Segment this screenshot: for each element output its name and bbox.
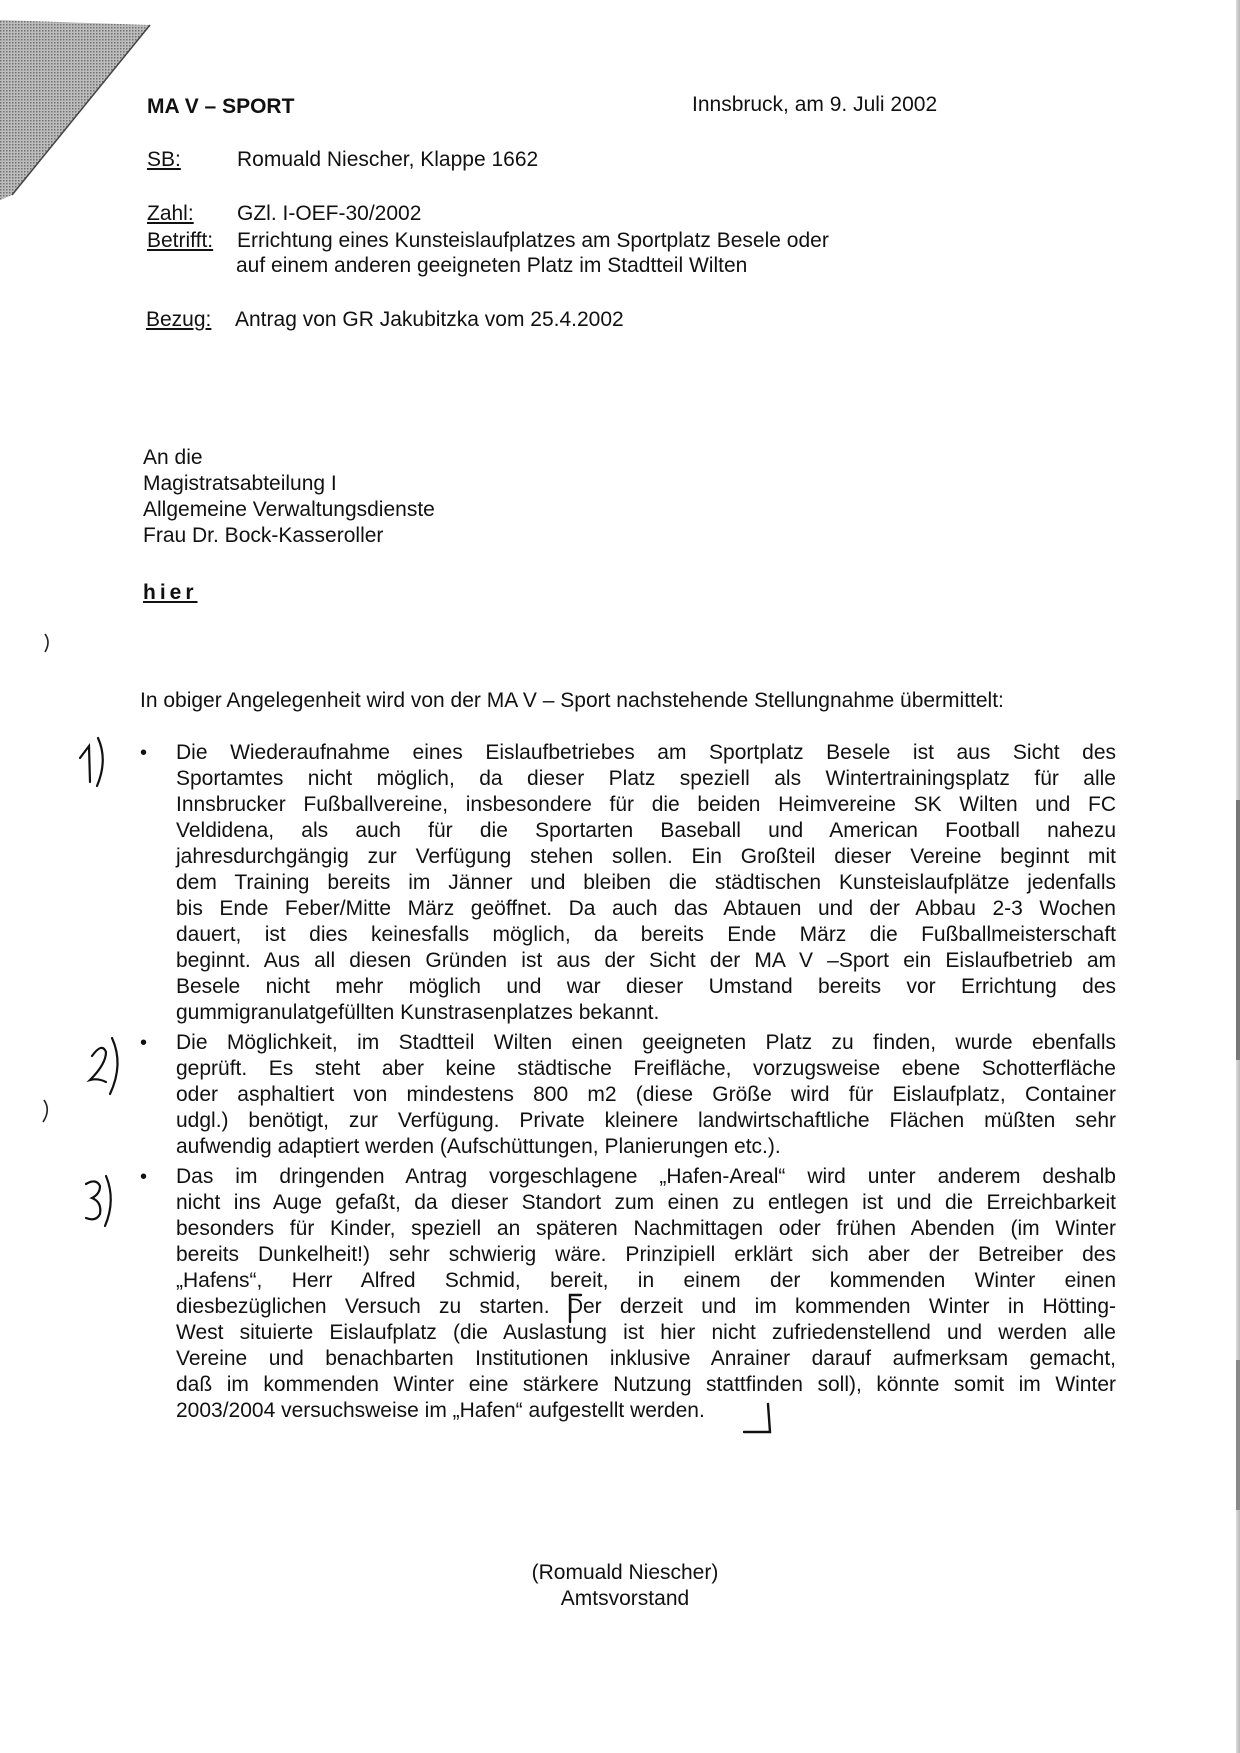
bullet-3-line: besonders für Kinder, speziell an späteren Nachmittagen oder frühen Abenden (im Winter [176,1217,1116,1240]
bullet-1-dot: • [140,742,148,764]
bezug-label: Bezug: [146,308,212,331]
bullet-2-dot: • [140,1032,148,1054]
handwritten-open-bracket-icon [566,1292,584,1324]
address-line-4: Frau Dr. Bock-Kasseroller [143,524,384,547]
margin-bracket-mark-2 [38,1098,56,1126]
handwritten-number-2-icon [80,1030,128,1100]
department-heading: MA V – SPORT [147,95,295,118]
bullet-1-line: Besele nicht mehr möglich und war dieser Umstand bereits vor Errichtung des [176,975,1116,998]
scan-corner-artifact [0,0,170,210]
signature-name: (Romuald Niescher) [531,1561,719,1584]
zahl-label: Zahl: [147,202,194,225]
bullet-2-line: oder asphaltiert von mindestens 800 m2 (diese Größe wird für Eislaufplatz, Container [176,1083,1116,1106]
bullet-3-line: West situierte Eislaufplatz (die Auslastung ist hier nicht zufriedenstellend und werden alle [176,1321,1116,1344]
bullet-3-line: daß im kommenden Winter eine stärkere Nutzung stattfinden soll), könnte somit im Winter [176,1373,1116,1396]
margin-bracket-mark-1 [40,632,56,656]
bullet-1-line: Veldidena, als auch für die Sportarten Baseball und American Football nahezu [176,819,1116,842]
betrifft-label: Betrifft: [147,229,214,252]
bezug-value: Antrag von GR Jakubitzka vom 25.4.2002 [235,308,624,331]
bullet-3-paragraph [176,1164,1116,1424]
bullet-3-line: diesbezüglichen Versuch zu starten. Der derzeit und im kommenden Winter in Hötting- [176,1295,1116,1318]
bullet-1-line: jahresdurchgängig zur Verfügung stehen sollen. Ein Großteil dieser Vereine beginnt mit [176,845,1116,868]
sb-value: Romuald Niescher, Klappe 1662 [237,148,539,171]
scan-right-edge-dark [1236,800,1240,1060]
place-date: Innsbruck, am 9. Juli 2002 [692,93,938,116]
betrifft-line-2: auf einem anderen geeigneten Platz im Stadtteil Wilten [236,254,748,277]
bullet-3-line: „Hafens“, Herr Alfred Schmid, bereit, in einem der kommenden Winter einen [176,1269,1116,1292]
signature-title: Amtsvorstand [560,1587,690,1610]
handwritten-close-bracket-icon [742,1400,776,1436]
intro-text: In obiger Angelegenheit wird von der MA V – Sport nachstehende Stellungnahme übermittelt: [140,689,1004,712]
betrifft-line-1: Errichtung eines Kunsteislaufplatzes am Sportplatz Besele oder [237,229,829,252]
bullet-3-line: 2003/2004 versuchsweise im „Hafen“ aufgestellt werden. [176,1399,705,1422]
bullet-2-line: Die Möglichkeit, im Stadtteil Wilten einen geeigneten Platz zu finden, wurde ebenfalls [176,1031,1116,1054]
bullet-1-line: Innsbrucker Fußballvereine, insbesondere für die beiden Heimvereine SK Wilten und FC [176,793,1116,816]
sb-label: SB: [147,148,181,171]
bullet-3-line: Das im dringenden Antrag vorgeschlagene „Hafen-Areal“ wird unter anderem deshalb [176,1165,1116,1188]
scan-right-edge-dark-lower [1236,1360,1240,1510]
bullet-3-line: nicht ins Auge gefaßt, da dieser Standort zum einen zu entlegen ist und die Erreichbarkeit [176,1191,1116,1214]
bullet-3-line: Vereine und benachbarten Institutionen inklusive Anrainer darauf aufmerksam gemacht, [176,1347,1116,1370]
bullet-1-paragraph [176,740,1116,1026]
bullet-2-line: udgl.) benötigt, zur Verfügung. Private kleinere landwirtschaftliche Flächen müßten sehr [176,1109,1116,1132]
bullet-1-line: dauert, ist dies keinesfalls möglich, da bereits Ende März die Fußballmeisterschaft [176,923,1116,946]
handwritten-number-1-icon [72,728,112,792]
bullet-3-line: bereits Dunkelheit!) sehr schwierig wäre. Prinzipiell erklärt sich aber der Betreiber des [176,1243,1116,1266]
bullet-1-line: beginnt. Aus all diesen Gründen ist aus der Sicht der MA V –Sport ein Eislaufbetrieb am [176,949,1116,972]
handwritten-number-3-icon [78,1168,122,1232]
bullet-2-line: aufwendig adaptiert werden (Aufschüttungen, Planierungen etc.). [176,1135,781,1158]
bullet-1-line: dem Training bereits im Jänner und bleiben die städtischen Kunsteislaufplätze jedenfalls [176,871,1116,894]
bullet-2-line: geprüft. Es steht aber keine städtische Freifläche, vorzugsweise ebene Schotterfläche [176,1057,1116,1080]
address-line-3: Allgemeine Verwaltungsdienste [143,498,435,521]
hier-label: hier [143,581,198,604]
bullet-3-dot: • [140,1166,148,1188]
bullet-2-paragraph [176,1030,1116,1160]
bullet-1-line: Sportamtes nicht möglich, da dieser Platz speziell als Wintertrainingsplatz für alle [176,767,1116,790]
address-line-1: An die [143,446,203,469]
bullet-1-line: Die Wiederaufnahme eines Eislaufbetriebes am Sportplatz Besele ist aus Sicht des [176,741,1116,764]
bullet-1-line: gummigranulatgefüllten Kunstrasenplatzes bekannt. [176,1001,660,1024]
zahl-value: GZl. I-OEF-30/2002 [237,202,422,225]
bullet-1-line: bis Ende Feber/Mitte März geöffnet. Da auch das Abtauen und der Abbau 2-3 Wochen [176,897,1116,920]
address-line-2: Magistratsabteilung I [143,472,337,495]
